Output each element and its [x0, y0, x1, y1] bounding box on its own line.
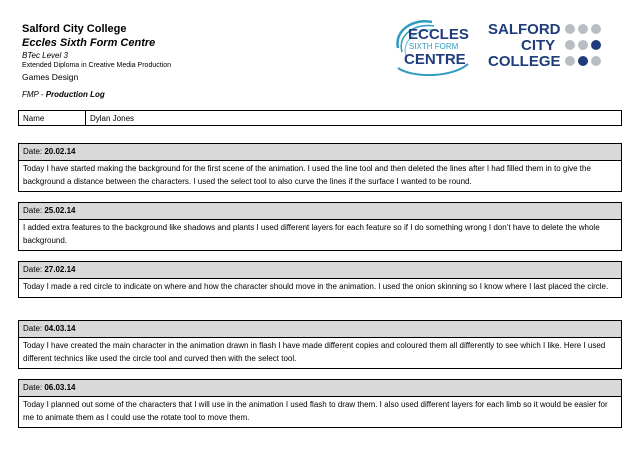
- entry-date-label: Date:: [23, 383, 45, 392]
- entry-date-label: Date:: [23, 324, 45, 333]
- salford-logo-line3: COLLEGE: [488, 53, 561, 70]
- document-title: [22, 89, 171, 100]
- entry-text: Today I have created the main character in the animation drawn in flash I have made different copies and coloured them all differently to see which I like. Here I used different technics like used the circle tool and curved then with the select tool.: [23, 341, 606, 363]
- document-header: [22, 22, 171, 100]
- entry-date-value: 20.02.14: [44, 147, 76, 156]
- name-row: [19, 111, 622, 126]
- salford-logo-line2: CITY: [521, 37, 556, 54]
- course-name: Games Design: [22, 72, 79, 82]
- log-entry: [18, 261, 622, 298]
- salford-city-college-logo: [488, 20, 608, 70]
- qualification-level: BTec Level 3: [22, 51, 68, 60]
- eccles-logo-line3: CENTRE: [404, 51, 466, 68]
- salford-logo-line1: SALFORD: [488, 21, 561, 38]
- eccles-logo: [392, 18, 472, 76]
- name-label: Name: [19, 111, 86, 126]
- fmp-prefix: FMP -: [22, 90, 46, 99]
- eccles-logo-line1: ECCLES: [408, 26, 469, 43]
- entry-date: [19, 262, 621, 279]
- student-name-table: [18, 110, 622, 126]
- name-value: Dylan Jones: [86, 111, 622, 126]
- log-entry: [18, 202, 622, 251]
- logo-dot-grid: [565, 24, 601, 66]
- entry-date-label: Date:: [23, 147, 45, 156]
- entry-date-value: 04.03.14: [44, 324, 76, 333]
- fmp-title: Production Log: [45, 90, 105, 99]
- log-entry: [18, 379, 622, 428]
- entry-date: [19, 203, 621, 220]
- log-entry: [18, 320, 622, 369]
- entry-text: Today I planned out some of the characters that I will use in the animation I used flash to draw them. I also used different layers for each limb so it would be easier for me to animate them as I could use the rotate tool to move them.: [23, 400, 608, 422]
- entry-date: [19, 380, 621, 397]
- entry-date-value: 25.02.14: [44, 206, 76, 215]
- entry-text: Today I have started making the background for the first scene of the animation. I used the line tool and then deleted the lines after I had filled them in to give the background a distance between the characters. I used the select tool to also curve the lines if the surface I wanted to be round.: [23, 164, 591, 186]
- entry-text: Today I made a red circle to indicate on where and how the character should move in the animation. I used the onion skinning so I know where I last placed the circle.: [23, 282, 609, 291]
- log-entry: [18, 143, 622, 192]
- entry-date-label: Date:: [23, 265, 45, 274]
- centre-name: Eccles Sixth Form Centre: [22, 37, 156, 49]
- entry-text: I added extra features to the background like shadows and plants I used different layers for each feature so if I do something wrong I don’t have to delete the whole background.: [23, 223, 600, 245]
- college-name: Salford City College: [22, 23, 127, 35]
- eccles-logo-line2: SIXTH FORM: [409, 42, 459, 51]
- entry-date-value: 27.02.14: [44, 265, 76, 274]
- entry-date: [19, 144, 621, 161]
- entry-date: [19, 321, 621, 338]
- entry-date-value: 06.03.14: [44, 383, 76, 392]
- diploma-title: Extended Diploma in Creative Media Production: [22, 62, 172, 69]
- entry-date-label: Date:: [23, 206, 45, 215]
